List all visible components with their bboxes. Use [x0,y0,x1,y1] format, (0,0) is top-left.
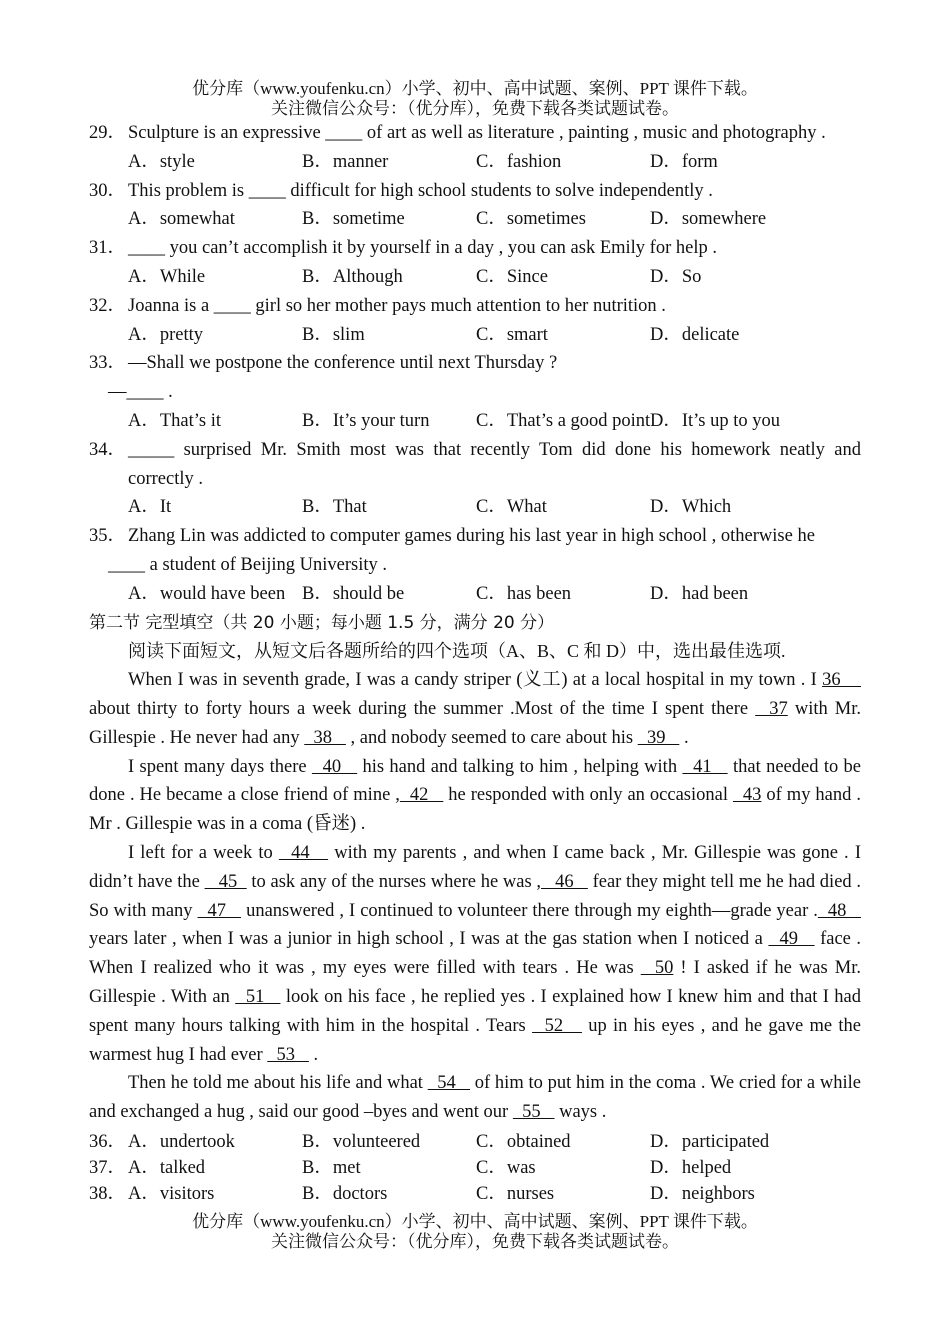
options-29 [89,148,861,177]
options-33 [89,407,861,436]
option-c: C．smart [476,324,548,345]
blank-51: 51 [235,986,281,1007]
section-title: 第二节 完型填空（共 20 小题；每小题 1.5 分，满分 20 分） [89,612,555,633]
option-a: A．That’s it [128,410,222,431]
blank-50: 50 [640,958,674,979]
option-c: C．That’s a good point [476,410,651,431]
passage-text: Then he told me about his life and what [128,1073,428,1094]
option-a: A．undertook [128,1131,235,1152]
question-stem: ____ you can’t accomplish it by yourself in a day , you can ask Emily for help . [128,238,717,259]
passage-text: I left for a week to [128,842,279,863]
options-35 [89,580,861,609]
option-c: C．nurses [476,1183,555,1204]
header-line-2: 关注微信公众号：（优分库），免费下载各类试题试卷。 [271,99,679,118]
passage-text: , and nobody seemed to care about his [345,727,638,748]
question-number: 38． [89,1183,127,1204]
passage-text: When I was in seventh grade, I was a candy striper (义工) at a local hospital in my town . I [128,670,823,691]
question-number: 30． [89,180,127,201]
blank-49: 49 [768,929,815,950]
option-d: D．form [650,151,718,172]
option-d: D．delicate [650,324,740,345]
passage-text: ! I asked if he was Mr. Gillespie . With an [89,958,862,1007]
blank-46: 46 [541,871,588,892]
answer-options-38 [89,1179,861,1205]
option-d: D．participated [650,1131,770,1152]
passage-text: up in his eyes , and he gave me the warmest hug I had ever [89,1015,862,1065]
passage-text: look on his face , he replied yes . I explained how I knew him and that I had spent many hours talking with him in the hospital . Tears [89,986,862,1036]
blank-43: 43 [732,785,762,806]
blank-41: 41 [682,756,728,777]
passage-text: about thirty to forty hours a week during the summer .Most of the time I spent there [89,698,756,719]
blank-38: 38 [304,727,346,748]
blank-37: 37 [755,698,788,719]
question-31 [89,234,861,263]
question-number: 32． [89,295,127,316]
option-a: A．pretty [128,324,204,345]
blank-52: 52 [532,1015,582,1036]
option-b: B．sometime [302,209,405,230]
options-32 [89,321,861,350]
option-d: D．It’s up to you [650,410,781,431]
passage-paragraph-4 [89,1069,861,1127]
option-a: A．talked [128,1157,206,1178]
blank-39: 39 [637,727,680,748]
answer-options-37 [89,1153,861,1179]
question-number: 29． [89,123,127,143]
option-d: D．helped [650,1157,732,1178]
option-a: A．It [128,497,172,518]
blank-48: 48 [817,900,862,921]
blank-44: 44 [278,842,329,863]
question-33-reply [89,378,861,407]
option-c: C．was [476,1157,536,1178]
passage-text: of him to put him in the coma . We cried for a while and exchanged a hug , said our good –byes and went our [89,1073,862,1123]
question-number: 35． [89,526,127,547]
option-c: C．What [476,497,547,518]
options-31 [89,263,861,292]
question-number: 37． [89,1157,127,1178]
option-d: D．somewhere [650,209,767,230]
question-stem-continued: —____ . [108,382,173,403]
option-a: A．somewhat [128,209,235,230]
option-b: B．Although [302,266,403,287]
option-c: C．obtained [476,1131,571,1152]
footer-line-2: 关注微信公众号：（优分库），免费下载各类试题试卷。 [271,1232,679,1251]
question-stem: Zhang Lin was addicted to computer games during his last year in high school , otherwise he [128,526,815,547]
option-b: B．should be [302,583,405,604]
option-c: C．sometimes [476,209,586,230]
question-number: 34． [89,439,127,460]
footer-line-1: 优分库（www.youfenku.cn）小学、初中、高中试题、案例、PPT 课件下载。 [192,1212,758,1231]
header-line-1: 优分库（www.youfenku.cn）小学、初中、高中试题、案例、PPT 课件下载。 [192,79,758,98]
passage-text: ways . [554,1102,607,1123]
question-stem: This problem is ____ difficult for high school students to solve independently . [128,180,713,201]
blank-36: 36 [822,670,862,691]
question-number: 36． [89,1131,127,1152]
passage-text: . [308,1044,319,1065]
passage-text: to ask any of the nurses where he was , [246,871,542,892]
question-35-continued [89,551,861,580]
blank-54: 54 [427,1073,470,1094]
blank-40: 40 [311,756,358,777]
question-number: 33． [89,353,127,374]
passage-text: fear they might tell me he had died . So with many [89,871,862,921]
blank-53: 53 [267,1044,309,1065]
option-a: A．would have been [128,583,286,604]
options-34 [89,493,861,522]
section-instruction: 阅读下面短文，从短文后各题所给的四个选项（A、B、C 和 D）中，选出最佳选项. [128,641,786,662]
question-34 [89,436,861,494]
question-32 [89,292,861,321]
question-35 [89,522,861,551]
passage-text: I spent many days there [128,756,312,777]
answer-options-36 [89,1127,861,1153]
question-29 [89,119,861,148]
passage-paragraph-2 [89,753,861,839]
option-d: D．had been [650,583,749,604]
question-stem: Joanna is a ____ girl so her mother pays much attention to her nutrition . [128,295,666,316]
blank-45: 45 [204,871,247,892]
passage-text: of my hand . Mr . Gillespie was in a coma (昏迷) . [89,785,861,835]
option-a: A．style [128,151,195,172]
option-b: B．slim [302,324,365,345]
option-b: B．manner [302,151,389,172]
passage-text: with my parents , and when I came back , Mr. Gillespie was gone . I didn’t have the [89,842,861,892]
option-a: A．While [128,266,206,287]
option-a: A．visitors [128,1183,215,1204]
option-b: B．It’s your turn [302,410,430,431]
question-stem: —Shall we postpone the conference until next Thursday ? [128,353,558,374]
option-c: C．Since [476,266,548,287]
passage-text: unanswered , I continued to volunteer there through my eighth—grade year . [241,900,818,921]
passage-text: face . When I realized who it was , my eyes were filled with tears . He was [89,929,862,979]
passage-paragraph-3 [89,839,861,1069]
passage-text: years later , when I was a junior in high school , I was at the gas station when I noticed a [89,929,769,950]
option-c: C．has been [476,583,572,604]
question-30 [89,177,861,206]
passage-text: he responded with only an occasional [443,785,733,806]
options-30 [89,205,861,234]
question-stem-continued: ____ a student of Beijing University . [108,554,388,575]
blank-47: 47 [197,900,242,921]
option-d: D．So [650,266,702,287]
option-d: D．neighbors [650,1183,755,1204]
passage-text: . [679,727,689,748]
option-d: D．Which [650,497,732,518]
passage-text: with Mr. Gillespie . He never had any [89,698,862,748]
blank-42: 42 [399,785,444,806]
question-stem: Sculpture is an expressive ____ of art as well as literature , painting , music and photography . [128,123,826,143]
option-b: B．That [302,497,367,518]
option-b: B．doctors [302,1183,388,1204]
passage-text: his hand and talking to him , helping with [357,756,683,777]
option-c: C．fashion [476,151,562,172]
question-number: 31． [89,238,127,259]
question-33 [89,349,861,378]
blank-55: 55 [512,1102,555,1123]
option-b: B．volunteered [302,1131,421,1152]
passage-paragraph-1 [89,666,861,752]
option-b: B．met [302,1157,361,1178]
question-stem: _____ surprised Mr. Smith most was that recently Tom did done his homework neatly and correctly . [128,439,861,489]
exam-content [89,119,861,1205]
passage-text: that needed to be done . He became a close friend of mine , [89,756,862,806]
